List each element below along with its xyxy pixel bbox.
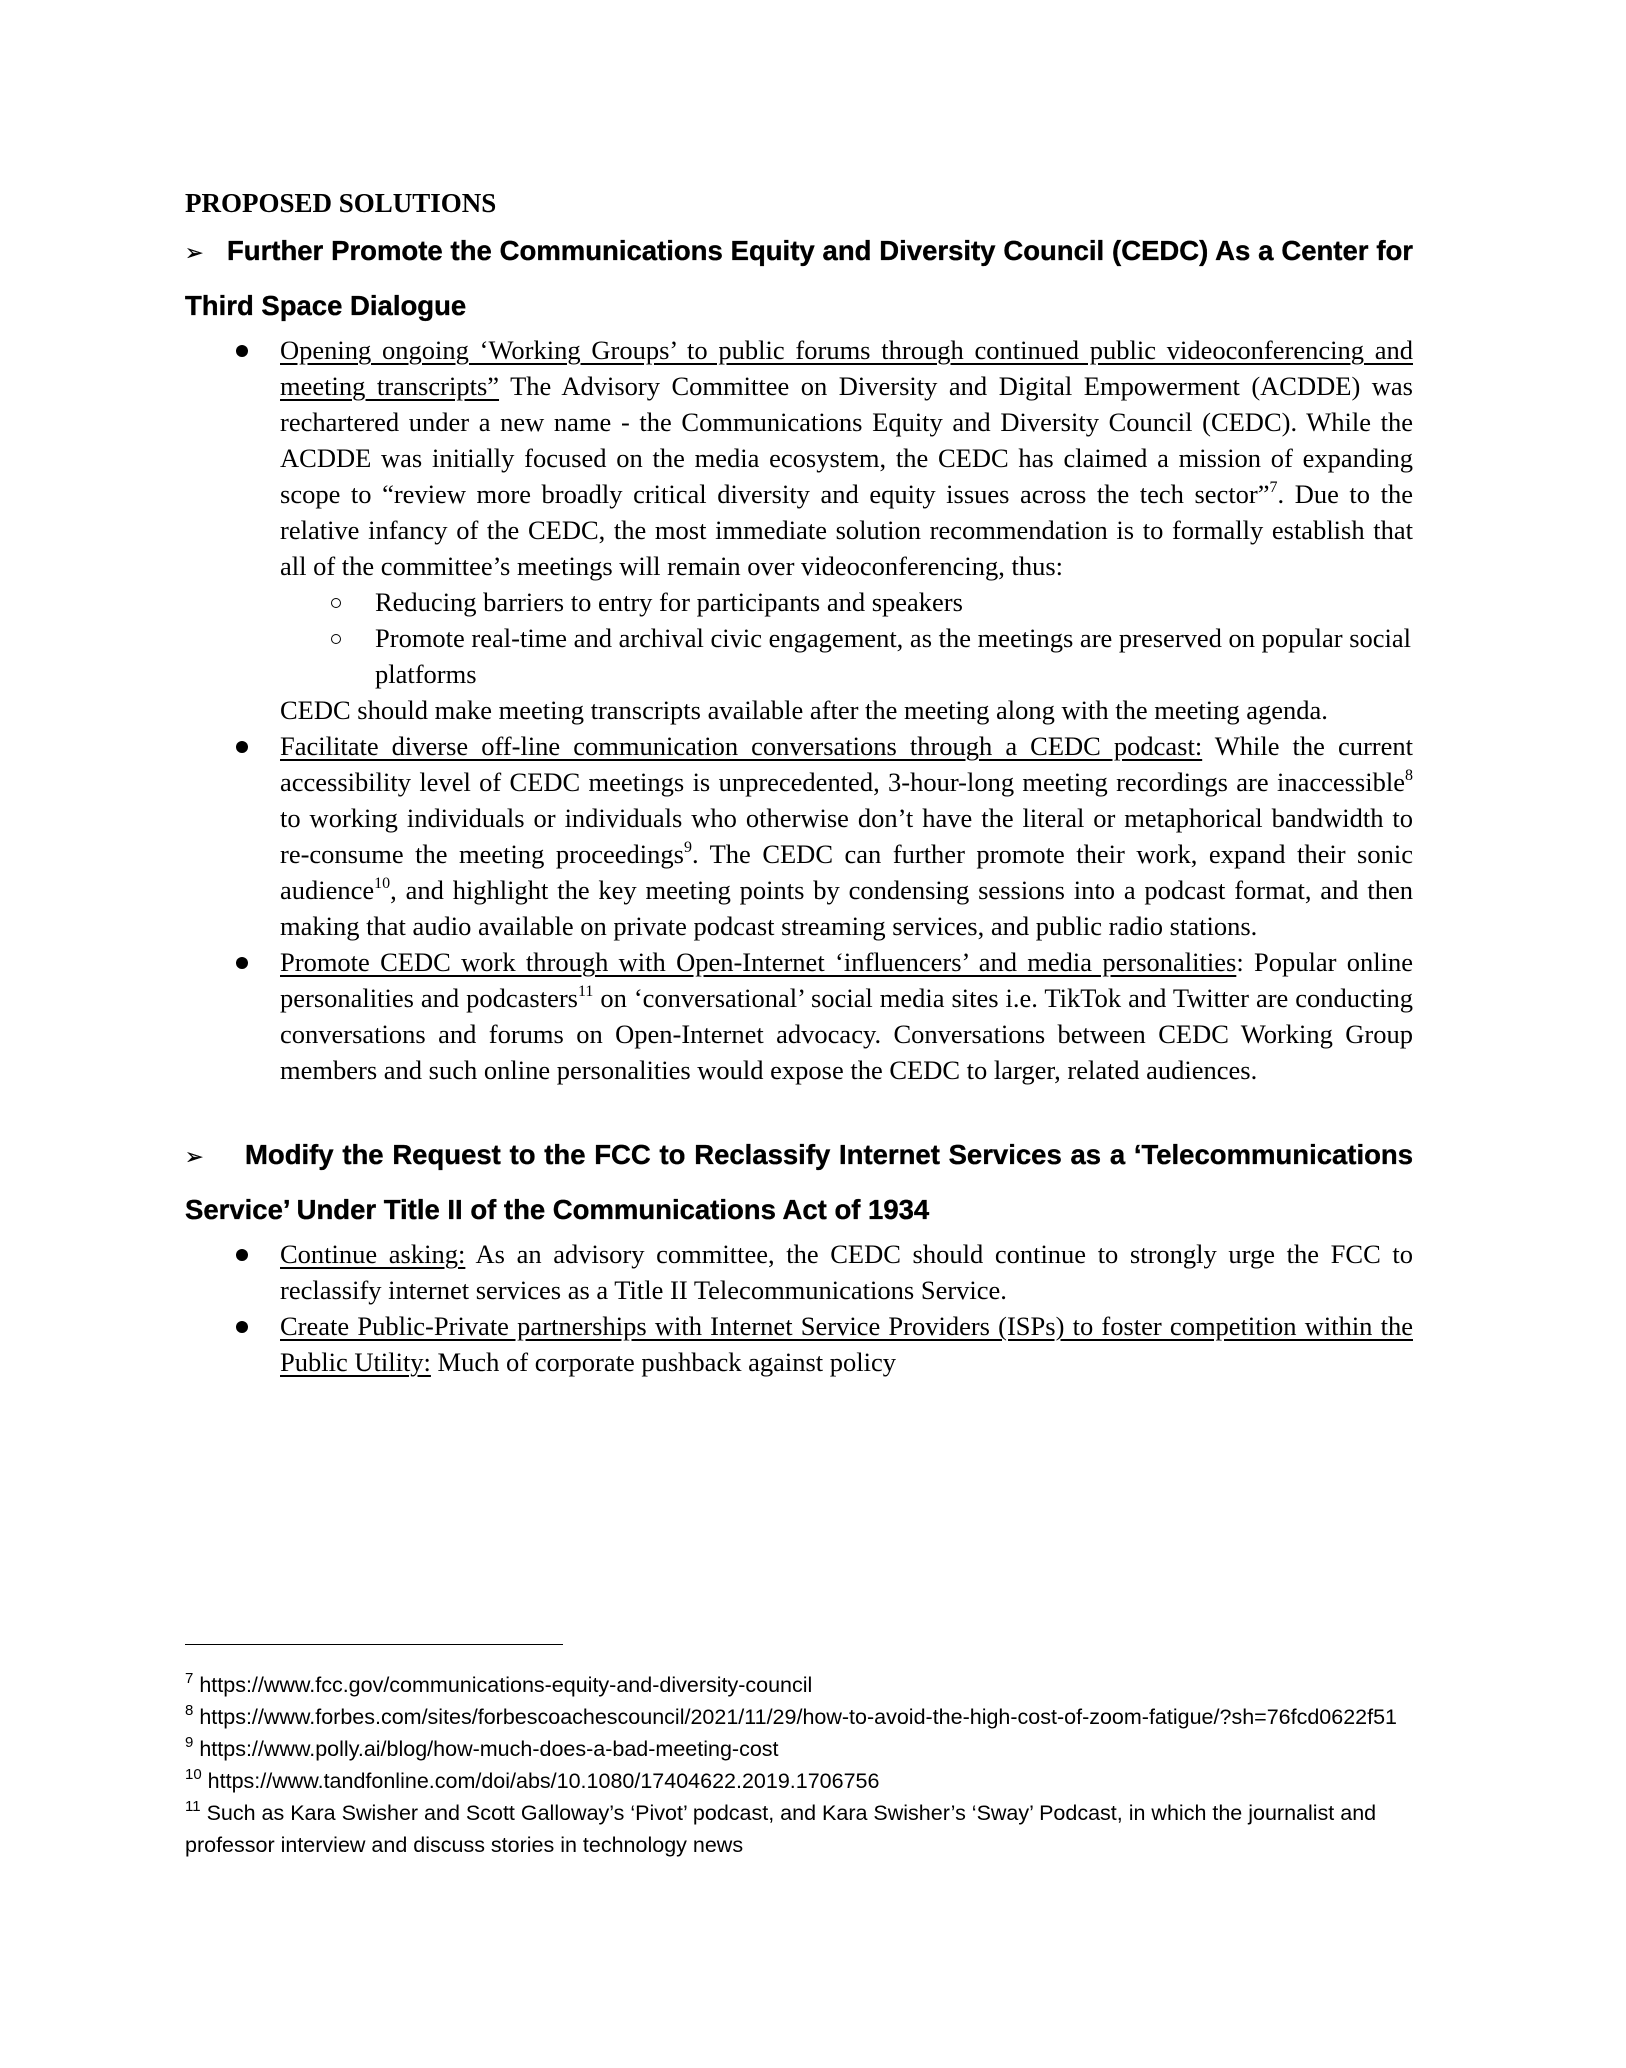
- bullet-icon: [236, 741, 248, 753]
- footnote-number: 11: [185, 1798, 201, 1815]
- heading-text: Modify the Request to the FCC to Reclassify Internet Services as a ‘Telecommunications Service’ Under Title II of the Communications Act of 1934: [185, 1139, 1413, 1225]
- solution-heading-1: [185, 224, 1413, 332]
- hollow-bullet-icon: [331, 634, 341, 644]
- footnote-11: [185, 1797, 1413, 1861]
- bullet-icon: [236, 1249, 248, 1261]
- sub-list: [280, 584, 1413, 692]
- footnote-ref-10[interactable]: 10: [374, 875, 391, 892]
- page-content: [185, 186, 1413, 1380]
- bullet-icon: [236, 957, 248, 969]
- list-item: [185, 332, 1413, 728]
- footnote-9: [185, 1733, 1413, 1765]
- item-lead: Create Public-Private partnerships with Internet Service Providers (ISPs) to foster competition within the Public Utility:: [280, 1311, 1413, 1377]
- item-text: Popular online personalities and podcasters: [280, 947, 1413, 1013]
- item-text: , and highlight the key meeting points by condensing sessions into a podcast format, and then making that audio available on private podcast streaming services, and public radio stations.: [280, 875, 1413, 941]
- item-text: on ‘conversational’ social media sites i.e. TikTok and Twitter are conducting conversations and forums on Open-Internet advocacy. Conversations between CEDC Working Group members and such online personalities would expose the CEDC to larger, related audiences.: [280, 983, 1414, 1085]
- item-text: While the current accessibility level of CEDC meetings is unprecedented, 3-hour-long meeting recordings are inaccessible: [280, 731, 1413, 797]
- footnote-text: Such as Kara Swisher and Scott Galloway’s ‘Pivot’ podcast, and Kara Swisher’s ‘Sway’ Podcast, in which the journalist and professor interview and discuss stories in technology news: [185, 1801, 1377, 1857]
- footnote-number: 9: [185, 1734, 194, 1751]
- list-item: [185, 1308, 1413, 1380]
- item-lead: Continue asking:: [280, 1239, 466, 1269]
- footnote-number: 8: [185, 1702, 194, 1719]
- list-item: [185, 1236, 1413, 1308]
- item-lead: Facilitate diverse off-line communication conversations through a CEDC podcast:: [280, 731, 1203, 761]
- item-text: Much of corporate pushback against policy: [430, 1347, 897, 1377]
- heading-text: Further Promote the Communications Equity and Diversity Council (CEDC) As a Center for Third Space Dialogue: [185, 235, 1413, 321]
- footnote-8: [185, 1701, 1413, 1733]
- footnote-ref-7[interactable]: 7: [1269, 479, 1278, 496]
- list-item: [185, 944, 1413, 1088]
- item-lead: Promote CEDC work through with Open-Internet ‘influencers’ and media personalities: [280, 947, 1237, 977]
- item-lead: Opening ongoing ‘Working Groups’ to public forums through continued public videoconferencing and meeting transcripts”: [280, 335, 1413, 401]
- solution-2-list: [185, 1236, 1413, 1380]
- item-text: . The CEDC can further promote their work, expand their sonic audience: [280, 839, 1413, 905]
- footnote-link[interactable]: https://www.forbes.com/sites/forbescoachescouncil/2021/11/29/how-to-avoid-the-high-cost-of-zoom-fatigue/?sh=76fcd0622f51: [199, 1705, 1398, 1729]
- sub-list-item: [280, 584, 1413, 620]
- item-lead-suffix: :: [1236, 947, 1244, 977]
- item-text: As an advisory committee, the CEDC should continue to strongly urge the FCC to reclassify internet services as a Title II Telecommunications Service.: [280, 1239, 1413, 1305]
- footnote-link[interactable]: https://www.tandfonline.com/doi/abs/10.1080/17404622.2019.1706756: [207, 1769, 880, 1793]
- footnote-ref-11[interactable]: 11: [577, 983, 594, 1000]
- sub-item-text: Promote real-time and archival civic engagement, as the meetings are preserved on popular social platforms: [375, 623, 1412, 689]
- item-text: to working individuals or individuals who otherwise don’t have the literal or metaphorical bandwidth to re-consume the meeting proceedings: [280, 803, 1413, 869]
- bullet-icon: [236, 345, 248, 357]
- footnote-7: [185, 1669, 1413, 1701]
- footnote-number: 7: [185, 1670, 194, 1687]
- sub-list-item: [280, 620, 1413, 692]
- arrow-bullet-icon: ➢: [185, 240, 204, 265]
- arrow-bullet-icon: ➢: [185, 1144, 204, 1169]
- solution-1-list: [185, 332, 1413, 1088]
- footnote-link[interactable]: https://www.fcc.gov/communications-equity-and-diversity-council: [199, 1673, 813, 1697]
- footnote-ref-8[interactable]: 8: [1405, 767, 1413, 784]
- item-text: . Due to the relative infancy of the CEDC, the most immediate solution recommendation is to formally establish that all of the committee’s meetings will remain over videoconferencing, thus:: [280, 479, 1413, 581]
- footnotes: [185, 1669, 1413, 1861]
- footnote-number: 10: [185, 1766, 202, 1783]
- hollow-bullet-icon: [331, 598, 341, 608]
- item-followup-text: CEDC should make meeting transcripts available after the meeting along with the meeting agenda.: [280, 695, 1328, 725]
- footnote-link[interactable]: https://www.polly.ai/blog/how-much-does-a-bad-meeting-cost: [199, 1737, 779, 1761]
- section-title: PROPOSED SOLUTIONS: [185, 188, 497, 218]
- footnote-10: [185, 1765, 1413, 1797]
- list-item: [185, 728, 1413, 944]
- bullet-icon: [236, 1321, 248, 1333]
- sub-item-text: Reducing barriers to entry for participants and speakers: [375, 587, 963, 617]
- footnote-separator: [185, 1644, 563, 1645]
- item-text: The Advisory Committee on Diversity and Digital Empowerment (ACDDE) was rechartered under a new name - the Communications Equity and Diversity Council (CEDC). While the ACDDE was initially focused on the media ecosystem, the CEDC has claimed a mission of expanding scope to “review more broadly critical diversity and equity issues across the tech sector”: [280, 371, 1413, 509]
- solution-heading-2: [185, 1128, 1413, 1236]
- footnote-ref-9[interactable]: 9: [683, 839, 692, 856]
